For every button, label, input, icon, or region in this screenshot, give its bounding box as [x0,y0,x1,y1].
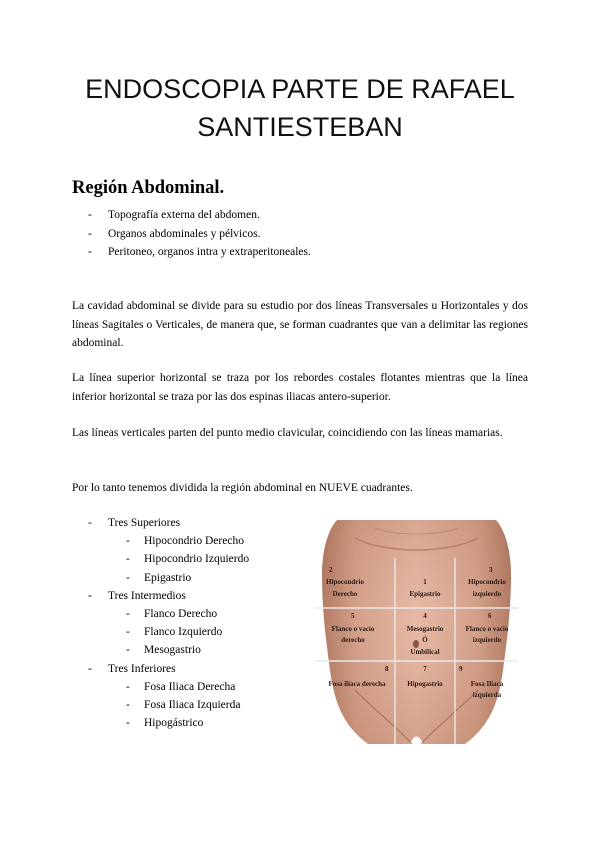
paragraph: La cavidad abdominal se divide para su estudio por dos líneas Transversales u Horizontales y dos líneas Sagitales o Verticales, de manera que, se forman cuadrantes que van a delimitar las regiones abdominal. [72,300,528,349]
region-number: 1 [423,578,427,586]
document-title: ENDOSCOPIA PARTE DE RAFAEL SANTIESTEBAN [85,74,515,142]
section-heading: Región Abdominal. [72,178,225,198]
region-label: derecho [341,636,365,644]
region-label: izquierdo [472,636,502,644]
list-item-group: - Tres Inferiores [88,662,176,675]
topic-list [72,206,311,262]
region-number: 9 [459,665,463,673]
region-label: Ó [422,636,428,644]
region-label: Epigastrio [409,590,441,598]
list-item-group: - Tres Superiores [88,517,181,529]
list-item: - Epigastrio [126,571,192,584]
region-label: Flanco o vacío [465,625,509,633]
abdominal-regions-diagram [315,520,518,744]
navel [413,640,419,648]
list-item: - Topografía externa del abdomen. [88,209,260,221]
region-label: Hipocondrio [468,578,506,586]
region-label: Fosa ilíaca derecha [328,680,386,688]
region-label: izquierda [472,691,502,699]
region-label: Flanco o vacío [331,625,375,633]
paragraph: Las líneas verticales parten del punto medio clavicular, coincidiendo con las líneas mamarias. [72,427,503,439]
list-item: - Fosa Iliaca Izquierda [126,698,241,711]
list-item: - Flanco Derecho [126,607,218,620]
region-label: Fosa Ilíaca [470,680,504,688]
list-item: - Organos abdominales y pélvicos. [88,227,261,240]
list-item: - Flanco Izquierdo [126,626,223,639]
region-number: 7 [423,665,427,673]
paragraph: Por lo tanto tenemos dividida la región abdominal en NUEVE cuadrantes. [72,482,413,494]
region-label: Hipocondrio [326,578,364,586]
list-item: - Mesogastrio [126,644,201,657]
region-label: Derecho [332,590,358,598]
list-item-group: - Tres Intermedios [88,589,186,602]
region-label: izquierdo [472,590,502,598]
region-number: 3 [489,566,493,574]
list-item: - Hipocondrio Derecho [126,535,244,548]
region-number: 6 [488,612,492,620]
quadrant-list [72,514,249,732]
list-item: - Hipocondrio Izquierdo [126,553,250,566]
region-number: 8 [385,665,389,673]
region-number: 4 [423,612,427,620]
region-number: 5 [351,612,355,620]
region-label: Umbilical [410,648,440,656]
list-item: - Peritoneo, organos intra y extraperitoneales. [88,246,311,258]
region-label: Mesogastrio [406,625,444,633]
list-item: - Fosa Iliaca Derecha [126,680,236,693]
region-number: 2 [329,566,333,574]
paragraph: La línea superior horizontal se traza por los rebordes costales flotantes mientras que la línea inferior horizontal se traza por las dos espinas iliacas antero-superior. [72,372,528,403]
region-label: Hipogastrio [407,680,443,688]
list-item: - Hipogástrico [126,717,204,730]
